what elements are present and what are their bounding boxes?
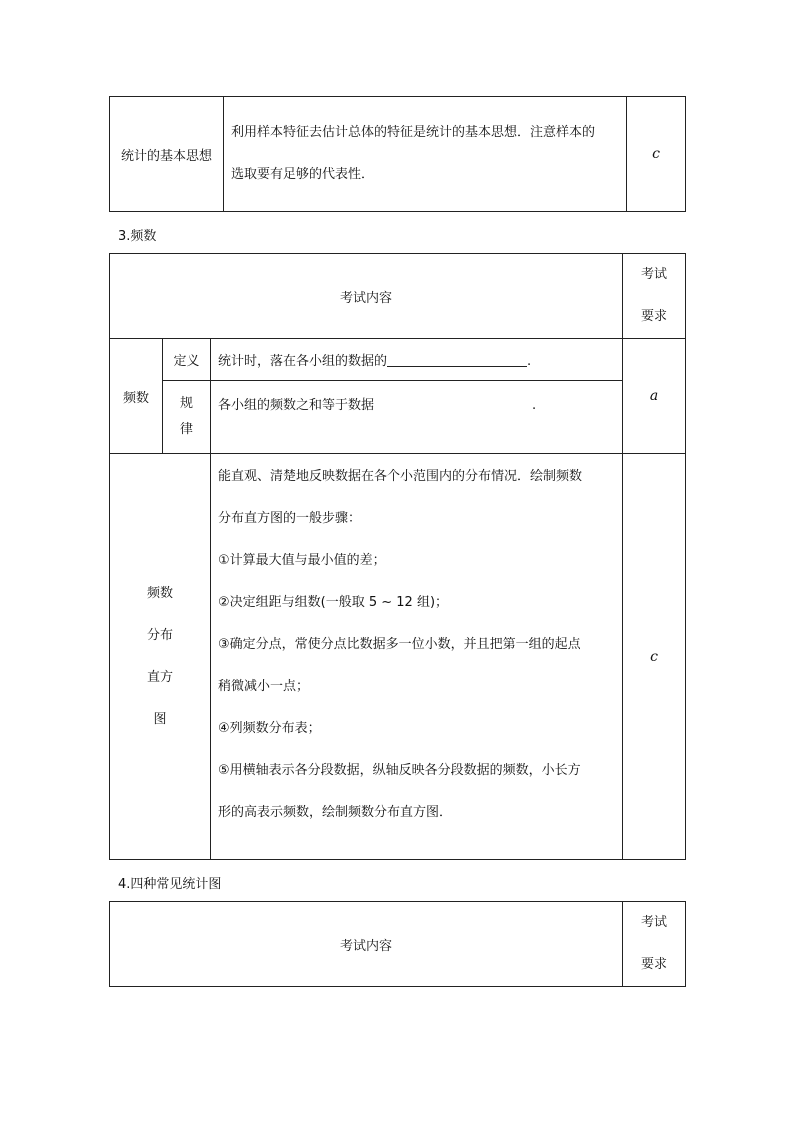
steps-line-4: ②决定组距与组数(一般取 5 ~ 12 组)； xyxy=(218,595,449,610)
rule-label-line-1: 规 xyxy=(179,396,193,411)
histogram-label-line-2: 分布 xyxy=(146,627,173,643)
frequency-label: 频数 xyxy=(122,390,149,406)
description-cell xyxy=(224,97,627,212)
definition-label-cell xyxy=(163,339,211,381)
histogram-label-line-3: 直方 xyxy=(146,669,173,685)
description-line-1: 利用样本特征去估计总体的特征是统计的基本思想．注意样本的 xyxy=(231,125,596,140)
frequency-requirement: a xyxy=(649,388,659,404)
rule-label-cell xyxy=(163,381,211,454)
section-4-title: 4.四种常见统计图 xyxy=(118,877,222,892)
steps-line-2: 分布直方图的一般步骤： xyxy=(218,511,362,526)
table3-header-content-cell xyxy=(110,902,623,987)
steps-line-3: ①计算最大值与最小值的差； xyxy=(218,553,386,568)
histogram-label-line-4: 图 xyxy=(153,711,167,727)
table3-header-requirement-cell xyxy=(623,902,686,987)
description-line-2: 选取要有足够的代表性． xyxy=(231,167,375,182)
statistical-charts-table xyxy=(109,901,686,987)
rule-end: . xyxy=(532,398,537,413)
section-3-title: 3.频数 xyxy=(118,229,157,244)
header-req-line-2: 要求 xyxy=(640,309,667,324)
frequency-requirement-cell xyxy=(623,339,686,454)
requirement-cell xyxy=(627,97,686,212)
frequency-table xyxy=(109,253,686,860)
rule-text-cell xyxy=(211,381,623,454)
fill-in-blank xyxy=(387,352,527,367)
steps-line-5: ③确定分点，常使分点比数据多一位小数，并且把第一组的起点 xyxy=(218,637,581,652)
topic-label: 统计的基本思想 xyxy=(120,148,212,164)
histogram-requirement-cell xyxy=(623,454,686,860)
histogram-label-line-1: 频数 xyxy=(146,585,173,601)
frequency-label-cell xyxy=(110,339,163,454)
steps-line-6: 稍微减小一点； xyxy=(218,679,310,694)
definition-text-cell xyxy=(211,339,623,381)
header-req-line-1: 考试 xyxy=(640,267,667,282)
steps-line-7: ④列频数分布表； xyxy=(218,721,321,736)
definition-end: . xyxy=(527,354,532,369)
table3-header-req-line-2: 要求 xyxy=(640,957,667,972)
rule-label-line-2: 律 xyxy=(179,422,193,437)
basic-idea-table xyxy=(109,96,686,212)
histogram-requirement: c xyxy=(650,648,658,665)
histogram-steps-cell xyxy=(211,454,623,860)
header-content-label: 考试内容 xyxy=(339,290,392,306)
header-content-cell xyxy=(110,254,623,339)
histogram-label-cell xyxy=(110,454,211,860)
rule-text: 各小组的频数之和等于数据 xyxy=(218,398,375,413)
steps-line-9: 形的高表示频数，绘制频数分布直方图． xyxy=(218,805,453,820)
steps-line-8: ⑤用横轴表示各分段数据，纵轴反映各分段数据的频数，小长方 xyxy=(218,763,581,778)
header-requirement-cell xyxy=(623,254,686,339)
table3-header-content-label: 考试内容 xyxy=(339,938,392,954)
topic-cell xyxy=(110,97,224,212)
steps-line-1: 能直观、清楚地反映数据在各个小范围内的分布情况．绘制频数 xyxy=(218,469,583,484)
definition-text: 统计时，落在各小组的数据的 xyxy=(218,354,388,369)
requirement-value: c xyxy=(652,146,660,162)
definition-label: 定义 xyxy=(173,354,200,369)
table3-header-req-line-1: 考试 xyxy=(640,915,667,930)
